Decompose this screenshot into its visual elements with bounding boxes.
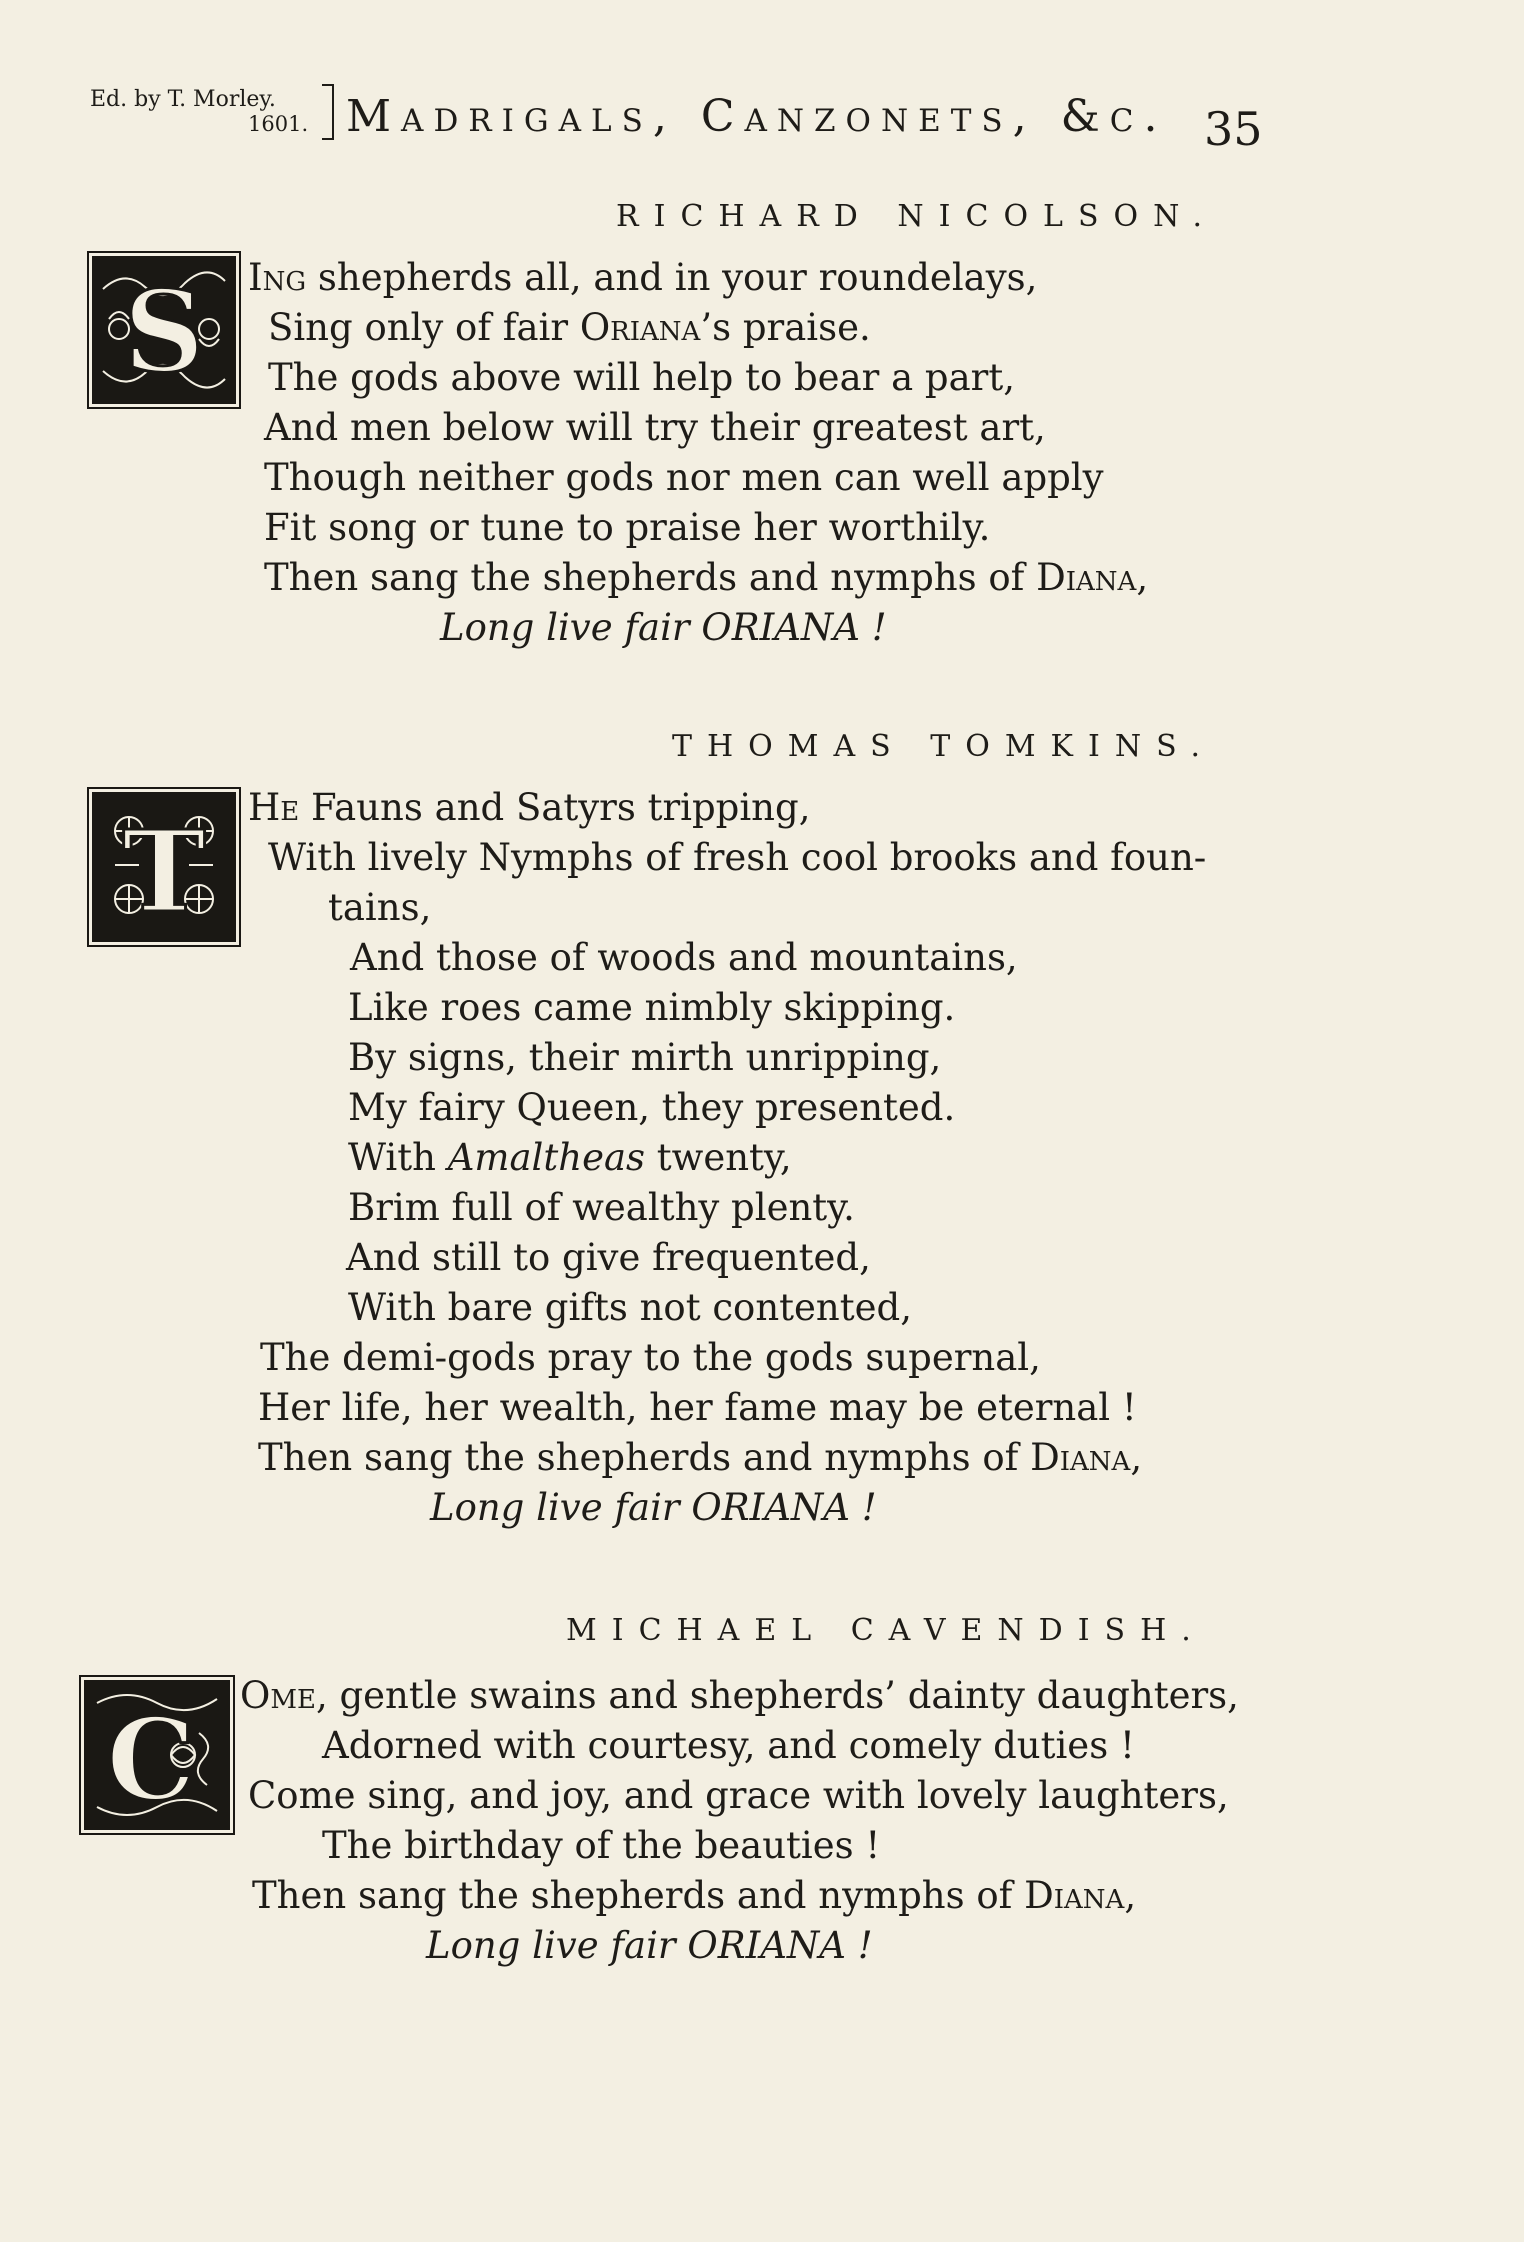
author-heading: MICHAEL CAVENDISH.: [566, 1613, 1206, 1648]
author-heading: THOMAS TOMKINS.: [672, 729, 1216, 764]
verse-line: And still to give frequented,: [346, 1236, 871, 1279]
verse-line: My fairy Queen, they presented.: [348, 1086, 956, 1129]
decorated-initial-t: [92, 792, 236, 942]
verse-line: Like roes came nimbly skipping.: [348, 986, 956, 1029]
refrain-line: Long live fair ORIANA !: [426, 1924, 873, 1967]
verse-line: The birthday of the beauties !: [322, 1824, 881, 1867]
editor-note: Ed. by T. Morley.: [90, 87, 276, 112]
verse-line: And those of woods and mountains,: [350, 936, 1018, 979]
verse-line: By signs, their mirth unripping,: [348, 1036, 942, 1079]
verse-line: Brim full of wealthy plenty.: [348, 1186, 855, 1229]
verse-line: He Fauns and Satyrs tripping,: [248, 786, 811, 829]
verse-line: Come sing, and joy, and grace with lovely laughters,: [248, 1774, 1229, 1817]
verse-line: Though neither gods nor men can well apply: [264, 456, 1104, 499]
verse-line: Then sang the shepherds and nymphs of Diana,: [264, 556, 1149, 599]
svg-text:C: C: [106, 1695, 196, 1826]
refrain-line: Long live fair ORIANA !: [430, 1486, 877, 1529]
verse-line: The demi-gods pray to the gods supernal,: [260, 1336, 1041, 1379]
refrain-line: Long live fair ORIANA !: [440, 606, 887, 649]
verse-line: And men below will try their greatest art,: [264, 406, 1046, 449]
page-number: 35: [1204, 102, 1263, 156]
author-heading: RICHARD NICOLSON.: [616, 199, 1217, 234]
ornament-t-icon: [95, 795, 233, 939]
verse-line: With Amaltheas twenty,: [348, 1136, 792, 1179]
verse-line: Then sang the shepherds and nymphs of Diana,: [258, 1436, 1143, 1479]
verse-line: The gods above will help to bear a part,: [268, 356, 1015, 399]
verse-line: With bare gifts not contented,: [348, 1286, 912, 1329]
verse-line: Ing shepherds all, and in your roundelays,: [248, 256, 1038, 299]
svg-text:S: S: [123, 267, 205, 398]
verse-line: Adorned with courtesy, and comely duties !: [322, 1724, 1135, 1767]
decorated-initial-s: [92, 256, 236, 404]
svg-text:T: T: [122, 807, 206, 938]
header-bracket: [322, 84, 334, 140]
ornament-s-icon: [95, 259, 233, 401]
running-head-title: Madrigals, Canzonets, &c.: [346, 91, 1168, 142]
verse-line: With lively Nymphs of fresh cool brooks and foun-: [268, 836, 1207, 879]
verse-line: Ome, gentle swains and shepherds’ dainty daughters,: [240, 1674, 1239, 1717]
verse-line: Fit song or tune to praise her worthily.: [264, 506, 991, 549]
verse-line: Sing only of fair Oriana’s praise.: [268, 306, 871, 349]
verse-line: tains,: [328, 886, 432, 929]
verse-line: Her life, her wealth, her fame may be eternal !: [258, 1386, 1137, 1429]
editor-year: 1601.: [248, 112, 309, 136]
ornament-c-icon: [87, 1683, 227, 1827]
decorated-initial-c: [84, 1680, 230, 1830]
verse-line: Then sang the shepherds and nymphs of Diana,: [252, 1874, 1137, 1917]
running-head-editor: [90, 88, 308, 136]
